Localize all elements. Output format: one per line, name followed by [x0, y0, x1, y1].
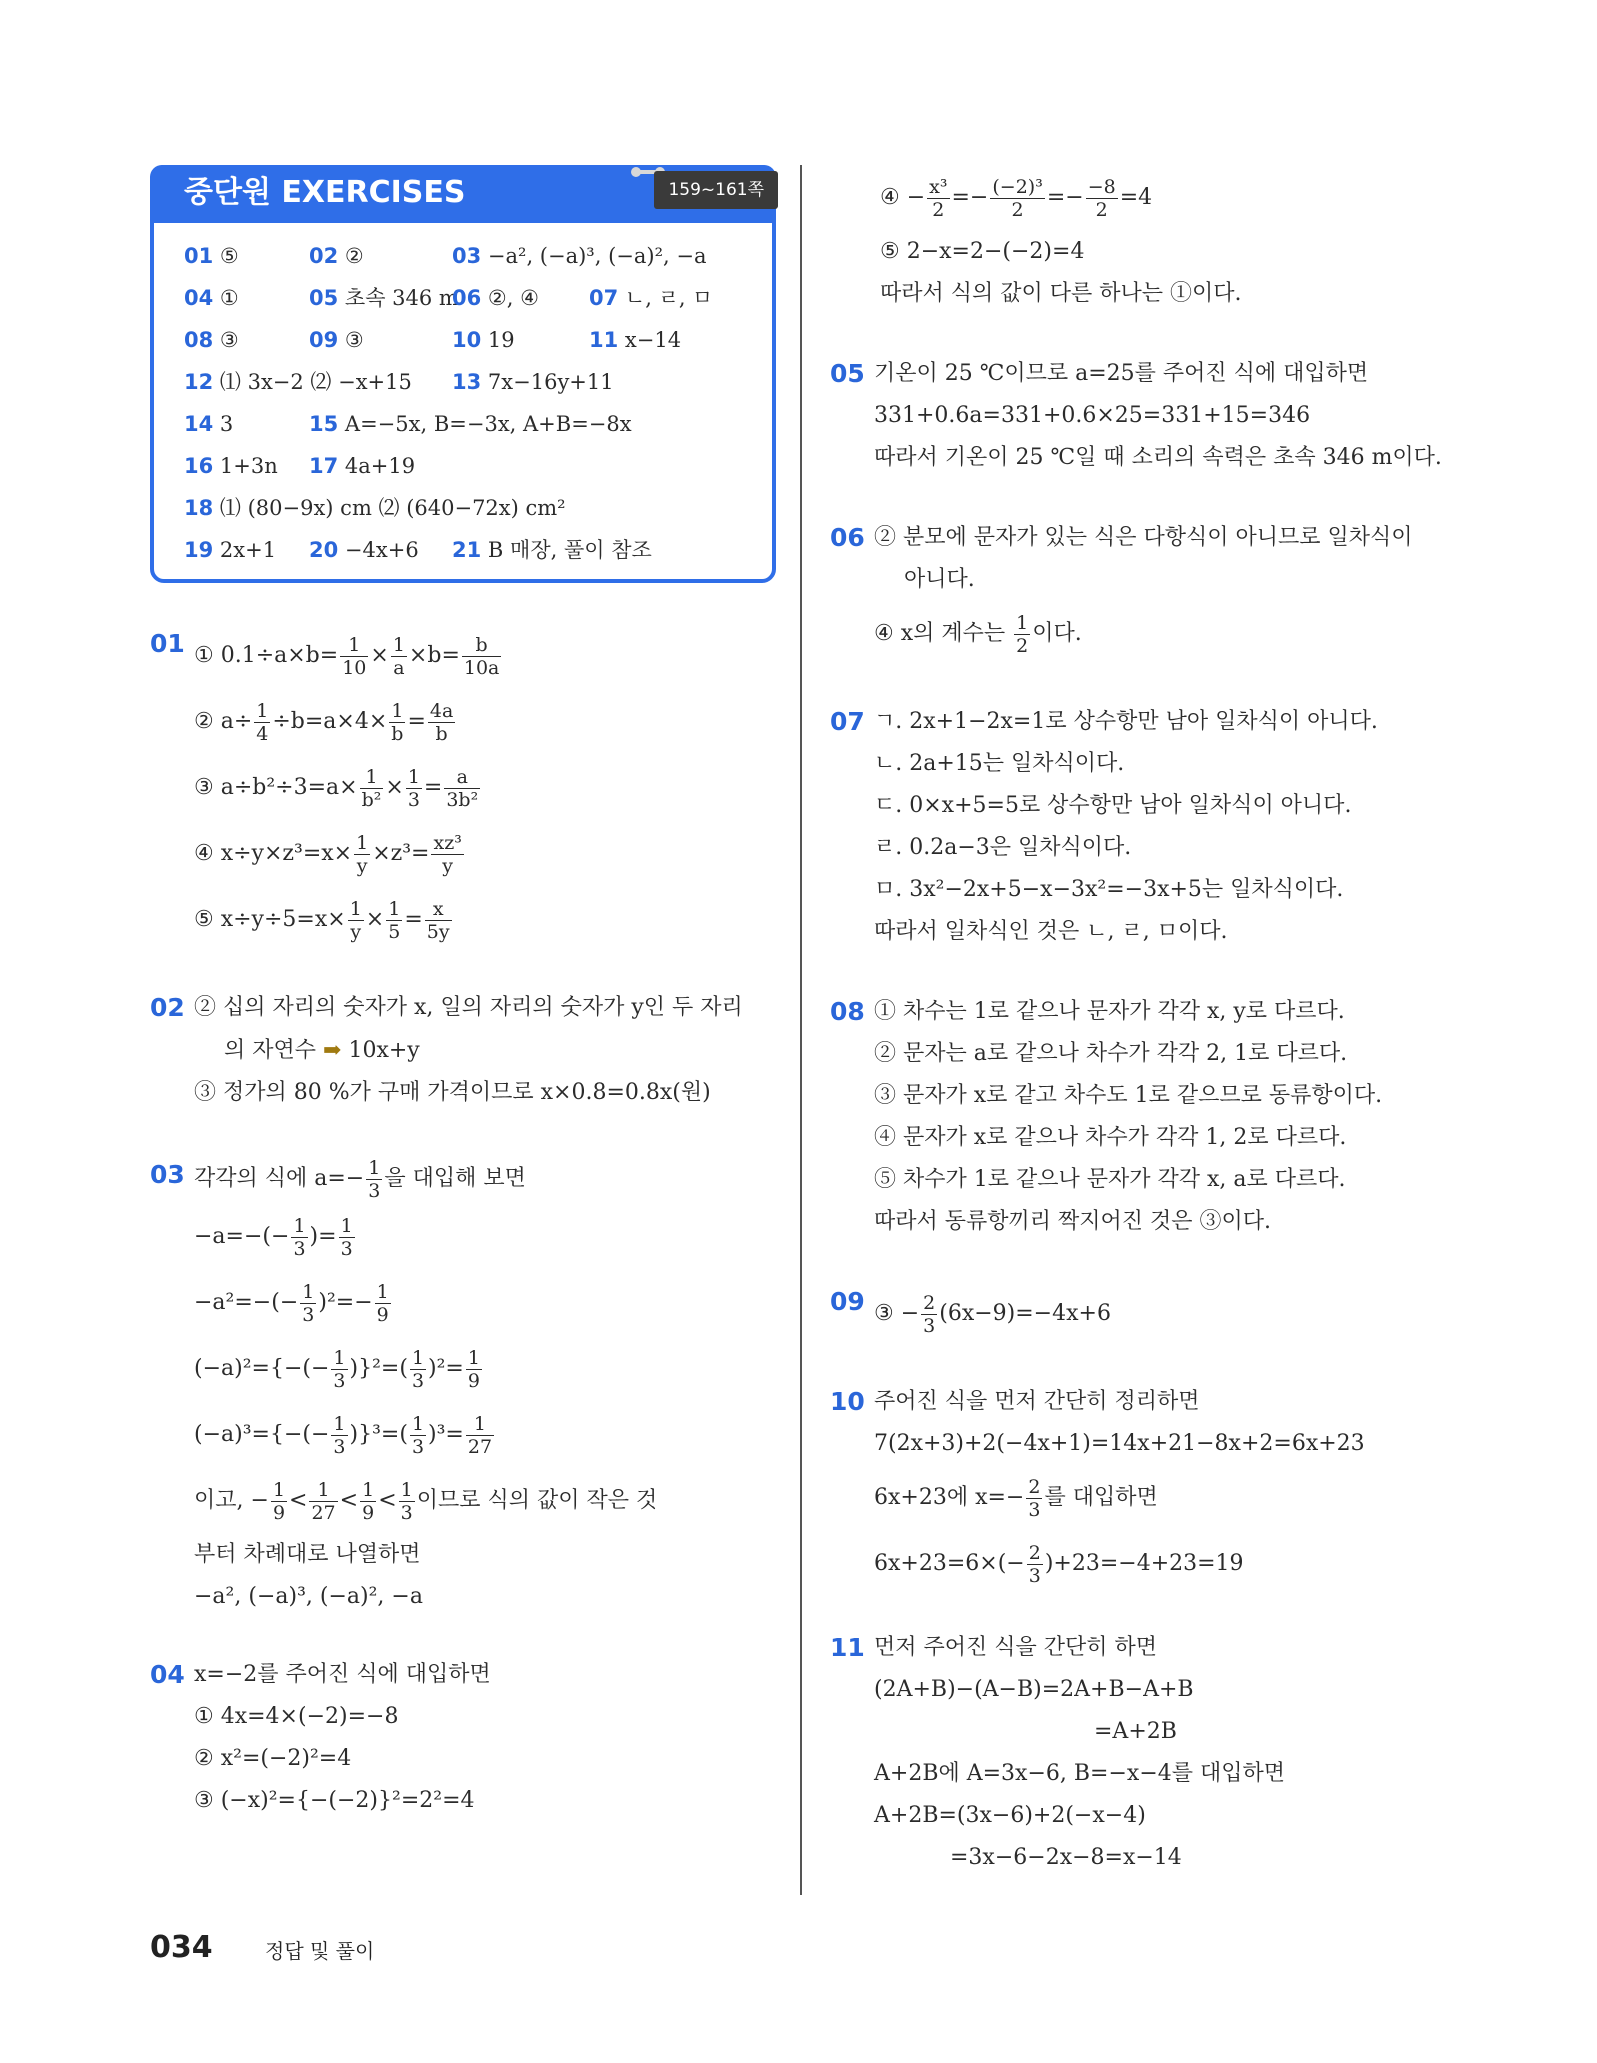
- fraction: [354, 832, 370, 877]
- expr-text: ×: [370, 643, 389, 668]
- denominator: 27: [311, 1501, 336, 1524]
- solution-line: =3x−6−2x−8=x−14: [950, 1845, 1182, 1870]
- numerator: 1: [302, 1280, 315, 1303]
- fraction: [466, 1413, 494, 1458]
- fraction: [391, 634, 407, 679]
- solution-line: [194, 623, 780, 689]
- solution-line: ② 십의 자리의 숫자가 x, 일의 자리의 숫자가 y인 두 자리: [194, 995, 743, 1020]
- solution-line: 먼저 주어진 식을 간단히 하면: [874, 1635, 1157, 1660]
- denominator: 3: [400, 1501, 413, 1524]
- expr-text: )}²=(: [349, 1356, 408, 1381]
- answer-number: 19: [184, 538, 214, 562]
- numerator: 2: [923, 1291, 936, 1314]
- numerator: 1: [400, 1478, 413, 1501]
- numerator: 2: [1028, 1475, 1041, 1498]
- fraction: [425, 898, 452, 943]
- expr-text: (6x−9)=−4x+6: [939, 1301, 1111, 1326]
- expr-text: −a=−(−: [194, 1224, 290, 1249]
- answer-row: [184, 277, 754, 319]
- fraction: [309, 1479, 337, 1524]
- fraction: [406, 766, 422, 811]
- numerator: −8: [1087, 175, 1116, 198]
- expr-text: ④ x÷y×z³=x×: [194, 841, 353, 866]
- expr-text: =4: [1119, 185, 1153, 210]
- solution-line: [874, 601, 1470, 667]
- fraction: [300, 1281, 316, 1326]
- solution-line: ㄱ. 2x+1−2x=1로 상수항만 남아 일차식이 아니다.: [874, 709, 1378, 734]
- numerator: 1: [467, 1346, 480, 1369]
- solution-line: ④ 문자가 x로 같으나 차수가 각각 1, 2로 다르다.: [874, 1125, 1347, 1150]
- numerator: 1: [388, 897, 401, 920]
- fraction: [466, 1347, 482, 1392]
- solution-04-continued: [880, 165, 1470, 315]
- question-number: 10: [830, 1387, 865, 1416]
- fraction: [360, 1479, 376, 1524]
- numerator: 1: [256, 699, 269, 722]
- numerator: (−2)³: [992, 175, 1043, 198]
- denominator: y: [442, 854, 454, 877]
- answer-number: 05: [309, 286, 339, 310]
- numerator: 1: [389, 700, 405, 723]
- numerator: 4a: [429, 699, 454, 722]
- solution-line: [194, 821, 780, 887]
- solution-line: ① 차수는 1로 같으나 문자가 각각 x, y로 다르다.: [874, 999, 1345, 1024]
- expr-text: ×: [385, 775, 404, 800]
- answer-value: −4x+6: [344, 538, 419, 562]
- fraction: [927, 176, 949, 221]
- solution-line: ② 문자는 a로 같으나 차수가 각각 2, 1로 다르다.: [874, 1041, 1348, 1066]
- expr-text: =−: [951, 185, 989, 210]
- numerator: x³: [929, 175, 948, 198]
- page-number: 034: [150, 1930, 213, 1965]
- denominator: 9: [376, 1303, 389, 1326]
- answer-row: [184, 361, 754, 403]
- question-number: 03: [150, 1160, 185, 1189]
- solution-line: [194, 1270, 780, 1336]
- denominator: a: [393, 656, 405, 679]
- numerator: 1: [340, 1214, 353, 1237]
- answer-value: 19: [487, 328, 515, 352]
- answer-number: 13: [452, 370, 482, 394]
- denominator: 27: [467, 1435, 493, 1458]
- denominator: 2: [1095, 198, 1108, 221]
- denominator: 3: [923, 1314, 936, 1337]
- expr-text: =: [407, 709, 426, 734]
- numerator: 1: [466, 1413, 494, 1436]
- solution-line: A+2B=(3x−6)+2(−x−4): [874, 1803, 1146, 1828]
- footer-label: 정답 및 풀이: [265, 1939, 375, 1963]
- denominator: 10: [342, 656, 367, 679]
- expr-text: )}³=(: [349, 1422, 408, 1447]
- fraction: [340, 634, 368, 679]
- fraction: [1014, 612, 1030, 657]
- solution-line: ㄷ. 0×x+5=5로 상수항만 남아 일차식이 아니다.: [874, 793, 1352, 818]
- exercises-pages: 159~161쪽: [654, 171, 778, 209]
- numerator: 2: [1028, 1541, 1041, 1564]
- fraction: [348, 898, 364, 943]
- solution-07: [830, 701, 1470, 953]
- answer-number: 20: [309, 538, 339, 562]
- solution-03: [150, 1154, 780, 1618]
- expr-text: ① 0.1÷a×b=: [194, 643, 339, 668]
- solution-line: 따라서 일차식인 것은 ㄴ, ㄹ, ㅁ이다.: [874, 919, 1228, 944]
- expr-text: 각각의 식에 a=−: [194, 1166, 365, 1191]
- question-number: 06: [830, 523, 865, 552]
- solution-line: [194, 1402, 780, 1468]
- exercises-title: 중단원 EXERCISES: [184, 175, 466, 210]
- expr-text: <: [339, 1488, 359, 1513]
- numerator: 1: [333, 1412, 346, 1435]
- denominator: 2: [932, 198, 945, 221]
- question-number: 08: [830, 997, 865, 1026]
- answer-number: 14: [184, 412, 214, 436]
- denominator: 3: [407, 788, 420, 811]
- solution-line: 부터 차례대로 나열하면: [194, 1542, 421, 1567]
- numerator: 1: [349, 897, 362, 920]
- denominator: 2: [1011, 198, 1024, 221]
- denominator: 3: [1028, 1564, 1041, 1587]
- expr-text: )²=: [428, 1356, 464, 1381]
- fraction: [1086, 176, 1118, 221]
- solution-06: [830, 517, 1470, 667]
- question-number: 04: [150, 1660, 185, 1689]
- answer-row: [184, 487, 754, 529]
- solution-line: 기온이 25 ℃이므로 a=25를 주어진 식에 대입하면: [874, 361, 1369, 386]
- denominator: y: [350, 920, 362, 943]
- expr-text: (−a)²={−(−: [194, 1356, 330, 1381]
- answer-number: 15: [309, 412, 339, 436]
- answer-value: ⑴ (80−9x) cm ⑵ (640−72x) cm²: [219, 496, 566, 520]
- expr-text: <: [289, 1488, 308, 1513]
- solution-line: 331+0.6a=331+0.6×25=331+15=346: [874, 403, 1311, 428]
- numerator: 1: [293, 1214, 306, 1237]
- numerator: 1: [392, 633, 405, 656]
- expr-text: )²=−: [318, 1290, 373, 1315]
- expr-text: 을 대입해 보면: [384, 1166, 526, 1191]
- numerator: 1: [356, 831, 369, 854]
- solution-line: ⑤ 2−x=2−(−2)=4: [880, 239, 1085, 264]
- expr-text: ×z³=: [372, 841, 430, 866]
- numerator: 1: [376, 1280, 389, 1303]
- right-arrow-icon: ➡: [323, 1037, 342, 1063]
- denominator: 4: [256, 722, 269, 745]
- solution-line: A+2B에 A=3x−6, B=−x−4를 대입하면: [874, 1761, 1285, 1786]
- answer-number: 02: [309, 244, 339, 268]
- numerator: 1: [411, 1346, 425, 1369]
- denominator: 3: [333, 1369, 346, 1392]
- solution-line: [194, 887, 780, 953]
- exercises-header: [150, 165, 776, 223]
- fraction: [1027, 1542, 1043, 1587]
- answer-number: 07: [589, 286, 619, 310]
- denominator: 3b²: [446, 788, 479, 811]
- right-column: [830, 165, 1470, 1879]
- numerator: 1: [309, 1479, 337, 1502]
- fraction: [360, 766, 384, 811]
- solution-line: [874, 1531, 1470, 1597]
- denominator: b: [435, 722, 448, 745]
- fraction: [375, 1281, 391, 1326]
- expr-text: )=: [309, 1224, 337, 1249]
- answer-number: 11: [589, 328, 619, 352]
- expr-text: 6x+23=6×(−: [874, 1551, 1025, 1576]
- answer-number: 04: [184, 286, 214, 310]
- expr-text: ÷b=a×4×: [272, 709, 388, 734]
- denominator: 9: [467, 1369, 480, 1392]
- solution-line: ㄹ. 0.2a−3은 일차식이다.: [874, 835, 1132, 860]
- fraction: [339, 1215, 355, 1260]
- denominator: y: [356, 854, 368, 877]
- solution-line: [880, 165, 1470, 231]
- solution-line: [874, 1281, 1470, 1347]
- fraction: [254, 700, 270, 745]
- expr-text: )³=: [428, 1422, 464, 1447]
- answer-value: ⑤: [219, 244, 239, 268]
- denominator: 3: [411, 1369, 425, 1392]
- solution-line: [194, 1154, 780, 1204]
- solution-line: −a², (−a)³, (−a)², −a: [194, 1584, 423, 1609]
- answer-value: A=−5x, B=−3x, A+B=−8x: [344, 412, 632, 436]
- expr-text: ×b=: [408, 643, 460, 668]
- fraction: [431, 832, 463, 877]
- answer-number: 03: [452, 244, 482, 268]
- solution-line: ② 분모에 문자가 있는 식은 다항식이 아니므로 일차식이: [874, 525, 1413, 550]
- answer-row: [184, 529, 754, 571]
- numerator: 1: [411, 1412, 425, 1435]
- fraction: [428, 700, 455, 745]
- solution-line: ㅁ. 3x²−2x+5−x−3x²=−3x+5는 일차식이다.: [874, 877, 1344, 902]
- numerator: 1: [368, 1156, 381, 1179]
- answer-value: ②: [344, 244, 364, 268]
- answer-number: 09: [309, 328, 339, 352]
- expr-text: 6x+23에 x=−: [874, 1485, 1025, 1510]
- answer-number: 16: [184, 454, 214, 478]
- numerator: x: [425, 898, 452, 921]
- expr-text: =: [404, 907, 423, 932]
- solution-09: [830, 1281, 1470, 1347]
- answer-number: 21: [452, 538, 482, 562]
- numerator: 1: [407, 765, 420, 788]
- solution-line: [194, 1204, 780, 1270]
- numerator: b: [462, 634, 502, 657]
- solution-line: [194, 755, 780, 821]
- expr-text: <: [378, 1488, 397, 1513]
- solution-02: [150, 987, 780, 1114]
- solution-05: [830, 353, 1470, 479]
- fraction: [1026, 1476, 1042, 1521]
- fraction: [389, 700, 405, 745]
- solution-line: 따라서 식의 값이 다른 하나는 ①이다.: [880, 281, 1242, 306]
- solution-line: 주어진 식을 먼저 간단히 정리하면: [874, 1389, 1200, 1414]
- answer-row: [184, 235, 754, 277]
- answer-value: 4a+19: [344, 454, 416, 478]
- answer-value: ①: [219, 286, 239, 310]
- solution-11: [830, 1627, 1470, 1879]
- fraction: [462, 634, 502, 679]
- answer-row: [184, 319, 754, 361]
- expr-text: ×: [365, 907, 385, 932]
- answer-value: 3: [219, 412, 234, 436]
- expr-text: 10x+y: [348, 1038, 420, 1063]
- answer-number: 18: [184, 496, 214, 520]
- denominator: b: [391, 722, 404, 745]
- question-number: 01: [150, 629, 185, 658]
- expr-text: 이다.: [1032, 621, 1082, 646]
- solution-line: ③ 정가의 80 %가 구매 가격이므로 x×0.8=0.8x(원): [194, 1080, 711, 1105]
- solution-line: 아니다.: [904, 567, 975, 592]
- solution-line: ① 4x=4×(−2)=−8: [194, 1704, 399, 1729]
- expr-text: ④ −: [880, 185, 926, 210]
- fraction: [366, 1157, 382, 1202]
- solution-04: [150, 1654, 780, 1822]
- solution-line: ② x²=(−2)²=4: [194, 1746, 352, 1771]
- expr-text: ② a÷: [194, 709, 253, 734]
- solution-line: 7(2x+3)+2(−4x+1)=14x+21−8x+2=6x+23: [874, 1431, 1365, 1456]
- numerator: xz³: [433, 831, 462, 854]
- denominator: 3: [411, 1435, 425, 1458]
- expr-text: =: [423, 775, 443, 800]
- expr-text: 의 자연수: [224, 1038, 317, 1063]
- fraction: [990, 176, 1044, 221]
- denominator: 3: [368, 1179, 381, 1202]
- question-number: 07: [830, 707, 865, 736]
- solution-line: ⑤ 차수가 1로 같으나 문자가 각각 x, a로 다르다.: [874, 1167, 1346, 1192]
- numerator: 1: [360, 766, 384, 789]
- answer-number: 01: [184, 244, 214, 268]
- numerator: 1: [333, 1346, 346, 1369]
- fraction: [386, 898, 402, 943]
- solution-line: ㄴ. 2a+15는 일차식이다.: [874, 751, 1125, 776]
- expr-text: ⑤ x÷y÷5=x×: [194, 907, 346, 932]
- answer-number: 12: [184, 370, 214, 394]
- answer-value: 초속 346 m: [344, 286, 459, 310]
- answer-number: 06: [452, 286, 482, 310]
- solution-10: [830, 1381, 1470, 1597]
- answer-row: [184, 445, 754, 487]
- solution-08: [830, 991, 1470, 1243]
- solution-line: [194, 1029, 780, 1072]
- numerator: 1: [272, 1478, 286, 1501]
- solution-line: x=−2를 주어진 식에 대입하면: [194, 1662, 491, 1687]
- answer-value: x−14: [624, 328, 682, 352]
- answer-number: 17: [309, 454, 339, 478]
- solution-line: ③ (−x)²={−(−2)}²=2²=4: [194, 1788, 475, 1813]
- answer-number: 08: [184, 328, 214, 352]
- denominator: 5y: [426, 920, 450, 943]
- answer-number: 10: [452, 328, 482, 352]
- numerator: a: [444, 766, 480, 789]
- solution-line: (2A+B)−(A−B)=2A+B−A+B: [874, 1677, 1194, 1702]
- expr-text: )+23=−4+23=19: [1044, 1551, 1244, 1576]
- expr-text: 이고, −: [194, 1488, 269, 1513]
- expr-text: 를 대입하면: [1044, 1485, 1158, 1510]
- solution-line: 따라서 동류항끼리 짝지어진 것은 ③이다.: [874, 1209, 1271, 1234]
- numerator: 1: [362, 1478, 375, 1501]
- exercises-box: [150, 165, 776, 583]
- answer-value: B 매장, 풀이 참조: [487, 538, 652, 562]
- fraction: [271, 1479, 287, 1524]
- denominator: 3: [302, 1303, 315, 1326]
- fraction: [331, 1347, 347, 1392]
- question-number: 11: [830, 1633, 865, 1662]
- expr-text: −a²=−(−: [194, 1290, 299, 1315]
- solution-line: 따라서 기온이 25 ℃일 때 소리의 속력은 초속 346 m이다.: [874, 445, 1442, 470]
- expr-text: (−a)³={−(−: [194, 1422, 330, 1447]
- solution-line: [194, 1336, 780, 1402]
- solution-line: =A+2B: [1094, 1719, 1177, 1744]
- answer-value: ③: [344, 328, 364, 352]
- denominator: 3: [340, 1237, 353, 1260]
- denominator: 9: [272, 1501, 286, 1524]
- denominator: 10a: [463, 656, 500, 679]
- fraction: [399, 1479, 415, 1524]
- denominator: 9: [362, 1501, 375, 1524]
- denominator: 3: [293, 1237, 306, 1260]
- fraction: [410, 1347, 426, 1392]
- denominator: 5: [388, 920, 401, 943]
- expr-text: ③ −: [874, 1301, 920, 1326]
- fraction: [921, 1292, 937, 1337]
- numerator: 1: [340, 634, 368, 657]
- question-number: 09: [830, 1287, 865, 1316]
- denominator: 3: [333, 1435, 346, 1458]
- solution-line: [874, 1465, 1470, 1531]
- answer-value: ⑴ 3x−2 ⑵ −x+15: [219, 370, 412, 394]
- fraction: [410, 1413, 426, 1458]
- numerator: 1: [1016, 611, 1029, 634]
- fraction: [291, 1215, 307, 1260]
- denominator: 3: [1028, 1498, 1041, 1521]
- expr-text: ④ x의 계수는: [874, 621, 1013, 646]
- expr-text: =−: [1046, 185, 1084, 210]
- question-number: 05: [830, 359, 865, 388]
- expr-text: ③ a÷b²÷3=a×: [194, 775, 358, 800]
- denominator: 2: [1016, 634, 1029, 657]
- solution-01: [150, 623, 780, 953]
- solution-line: ③ 문자가 x로 같고 차수도 1로 같으므로 동류항이다.: [874, 1083, 1383, 1108]
- solution-line: [194, 1468, 780, 1534]
- solution-line: [194, 689, 780, 755]
- expr-text: 이므로 식의 값이 작은 것: [416, 1488, 658, 1513]
- answer-row: [184, 403, 754, 445]
- answer-value: 1+3n: [219, 454, 278, 478]
- answer-value: ㄴ, ㄹ, ㅁ: [624, 286, 713, 310]
- answer-grid: [184, 235, 754, 571]
- column-divider: [800, 165, 802, 1895]
- question-number: 02: [150, 993, 185, 1022]
- answer-value: 2x+1: [219, 538, 277, 562]
- answer-value: 7x−16y+11: [487, 370, 614, 394]
- fraction: [444, 766, 480, 811]
- answer-value: −a², (−a)³, (−a)², −a: [487, 244, 707, 268]
- answer-value: ②, ④: [487, 286, 539, 310]
- answer-value: ③: [219, 328, 239, 352]
- denominator: b²: [361, 788, 382, 811]
- left-column: [150, 165, 780, 1822]
- fraction: [331, 1413, 347, 1458]
